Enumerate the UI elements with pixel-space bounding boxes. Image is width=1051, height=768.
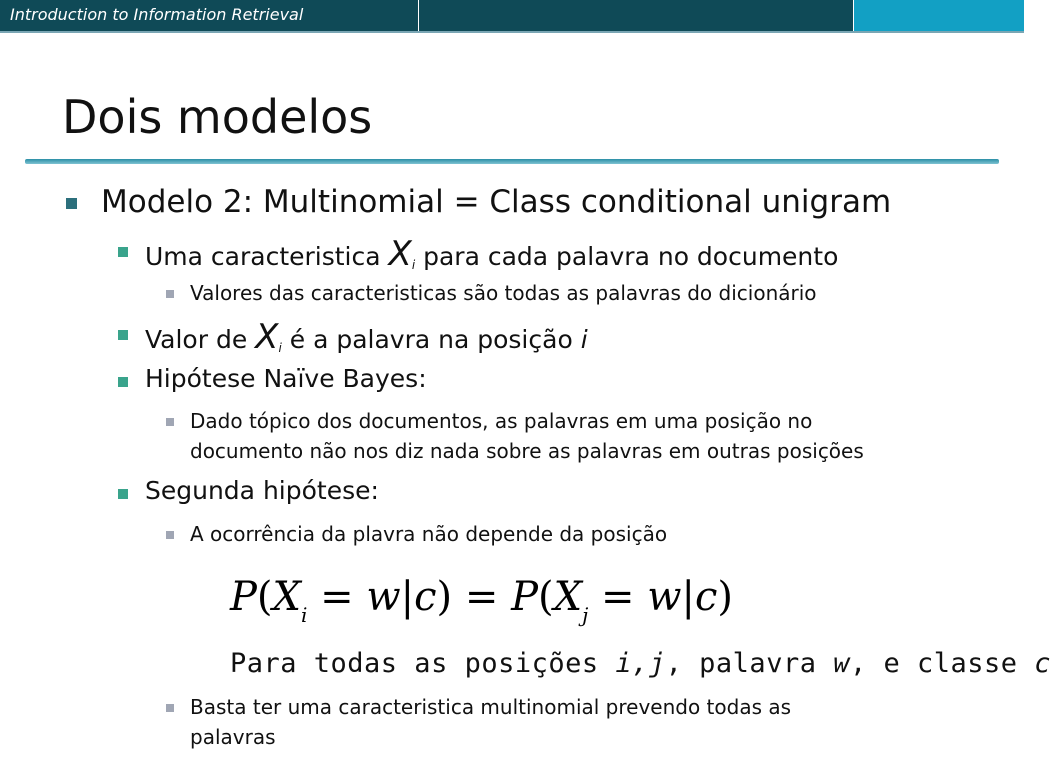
formula-given: | [681, 574, 695, 620]
formula-c: c [414, 574, 437, 620]
bullet-text: Modelo 2: Multinomial = Class conditional unigram [101, 184, 892, 220]
formula-x: X [272, 574, 302, 620]
bullet-naive-bayes-detail-continued [190, 439, 864, 463]
bullet-text-line: documento não nos diz nada sobre as palavras em outras posições [190, 439, 864, 463]
bullet-square-icon [118, 330, 128, 340]
variable-x: X [388, 234, 412, 274]
header-bar [0, 0, 1024, 33]
formula-equals: = [452, 574, 512, 620]
formula-condition [230, 648, 1051, 679]
formula-c: c [694, 574, 718, 620]
bullet-square-icon [166, 418, 174, 426]
condition-text: , e classe [849, 648, 1035, 679]
bullet-square-icon [118, 489, 128, 499]
condition-var-c: c [1034, 648, 1051, 679]
condition-text: , palavra [665, 648, 834, 679]
subscript-i: i [278, 341, 282, 355]
formula-given: | [400, 574, 415, 620]
formula-w: w [366, 574, 401, 620]
condition-var-ij: i,j [615, 648, 666, 679]
formula-paren: ) [436, 574, 453, 620]
bullet-text: é a palavra na posição [281, 325, 581, 354]
formula-paren: ( [538, 574, 554, 620]
bullet-multinomial-feature [190, 695, 791, 719]
condition-var-w: w [833, 648, 850, 679]
formula-equals: = [307, 574, 367, 620]
subscript-i: i [411, 258, 416, 272]
header-underline [0, 31, 1024, 33]
bullet-model-2 [101, 184, 891, 220]
bullet-multinomial-feature-continued [190, 725, 276, 749]
header-segment-right [854, 0, 1024, 31]
bullet-square-icon [166, 704, 174, 712]
bullet-feature-xi [145, 234, 838, 274]
formula-subscript-j: j [582, 603, 589, 627]
formula-x: X [553, 574, 583, 620]
formula-paren: ) [717, 574, 733, 620]
bullet-text-line: Basta ter uma caracteristica multinomial prevendo todas as [190, 695, 792, 719]
formula-equals: = [588, 574, 648, 620]
bullet-square-icon [66, 198, 77, 209]
bullet-text: Segunda hipótese: [145, 476, 379, 505]
bullet-position-independence [190, 522, 667, 546]
header-segment-middle [419, 0, 853, 31]
probability-formula [230, 574, 733, 627]
bullet-square-icon [166, 531, 174, 539]
course-title: Introduction to Information Retrieval [10, 5, 304, 24]
bullet-text: Valores das caracteristicas são todas as palavras do dicionário [190, 281, 817, 305]
bullet-text: Valor de [145, 325, 256, 354]
formula-paren: ( [256, 574, 273, 620]
bullet-naive-bayes-detail [190, 409, 812, 433]
bullet-text: para cada palavra no documento [415, 242, 839, 271]
bullet-square-icon [166, 290, 174, 298]
bullet-value-xi [145, 317, 588, 357]
formula-p: P [230, 574, 257, 620]
bullet-naive-bayes [145, 364, 427, 393]
formula-w: w [647, 574, 682, 620]
bullet-text: Hipótese Naïve Bayes: [145, 364, 427, 393]
bullet-second-hypothesis [145, 476, 379, 505]
formula-p: P [511, 574, 538, 620]
condition-text: Para todas as posições [230, 648, 616, 679]
variable-i: i [580, 325, 588, 354]
slide-title: Dois modelos [62, 90, 373, 144]
formula-subscript-i: i [301, 603, 308, 627]
bullet-text-line: Dado tópico dos documentos, as palavras em uma posição no [190, 409, 813, 433]
title-divider [25, 159, 999, 164]
bullet-square-icon [118, 377, 128, 387]
bullet-text-line: palavras [190, 725, 276, 749]
variable-x: X [255, 317, 279, 357]
bullet-square-icon [118, 247, 128, 257]
bullet-text: Uma caracteristica [145, 242, 389, 271]
bullet-feature-values [190, 281, 817, 305]
bullet-text: A ocorrência da plavra não depende da posição [190, 522, 668, 546]
